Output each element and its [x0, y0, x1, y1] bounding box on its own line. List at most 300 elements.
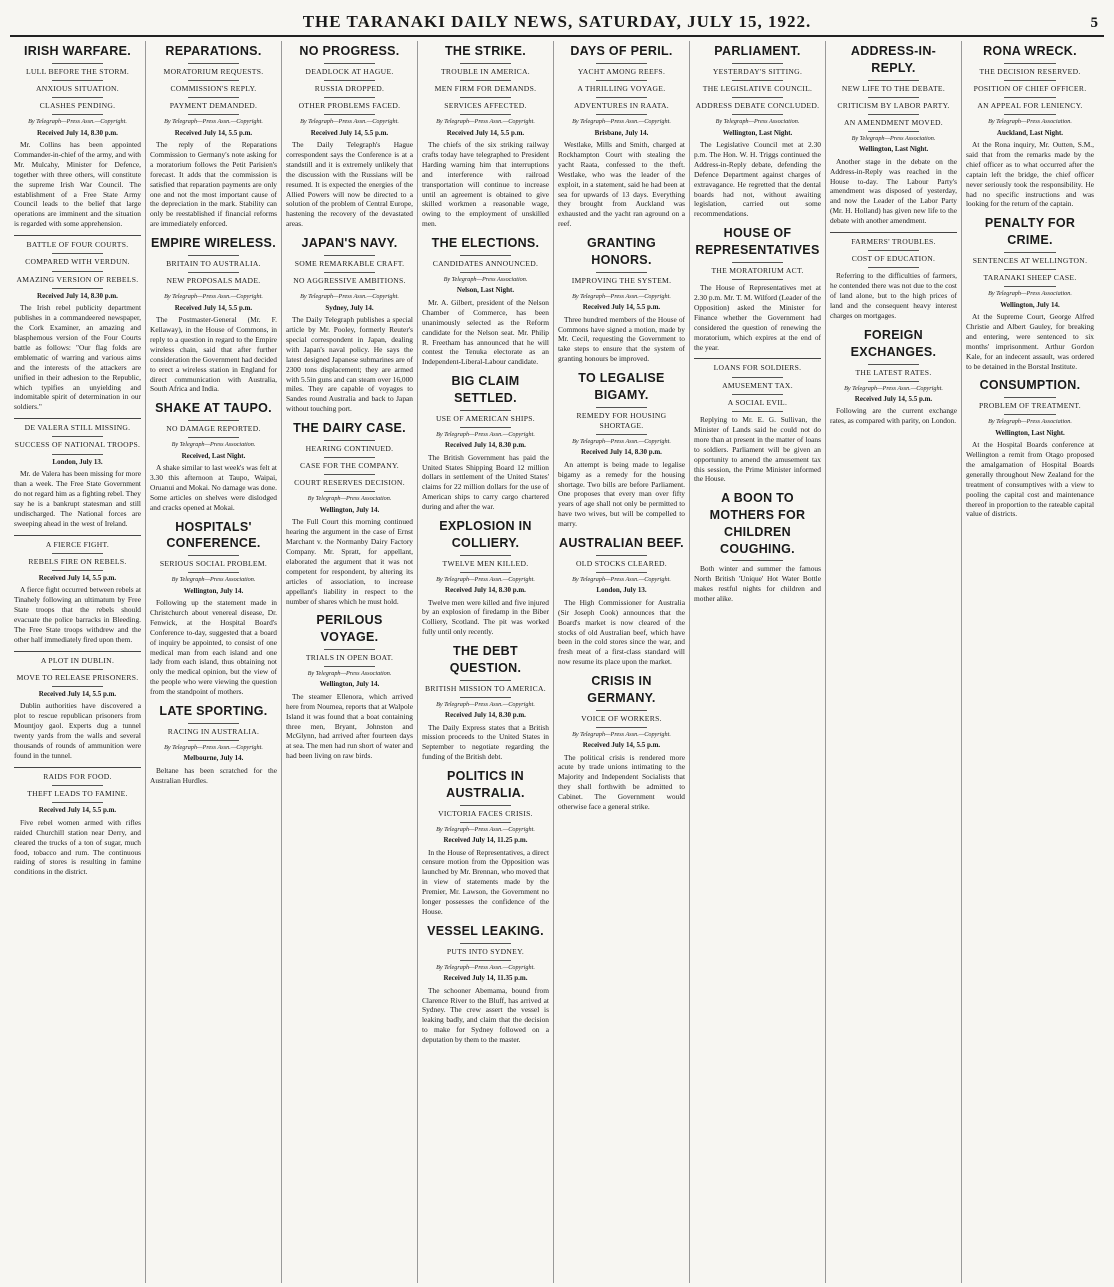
article-credit: By Telegraph—Press Assn.—Copyright. [164, 293, 263, 301]
article-headline: GRANTING HONORS. [586, 236, 657, 267]
article-body: The Daily Telegraph's Hague correspondent says the Conference is at a standstill and it is extremely unlikely that the discussion with the Russians will be resumed. It is expected the energies of the Allied Powers will now be directed to a solution of the problem of Central Europe, hastening the recovery of the devastated areas. [286, 139, 413, 229]
divider [732, 394, 783, 395]
article-body: Referring to the difficulties of farmers, he contended there was not due to the cost of land alone, but to the high prices of land and the consequent heavy interest charges on mortgages. [830, 271, 957, 321]
divider [732, 80, 783, 81]
page-number: 5 [1090, 15, 1098, 31]
column-6 [690, 41, 826, 1283]
divider [1004, 114, 1055, 115]
article-dateline: Received July 14, 5.5 p.m. [38, 690, 117, 699]
article-body: Replying to Mr. E. G. Sullivan, the Minister of Lands said he could not do more than at present in the matter of loans to soldiers. Parliament will be given an opportunity to amend the amusement tax this session, the Prime Minister informed the House. [694, 414, 821, 484]
article-credit: By Telegraph—Press Assn.—Copyright. [436, 825, 535, 833]
divider [732, 114, 783, 115]
article-dateline: Received July 14, 5.5 p.m. [310, 128, 389, 137]
divider [324, 649, 375, 650]
article-subheading: THEFT LEADS TO FAMINE. [27, 789, 128, 799]
article-dateline: Received July 14, 8.30 p.m. [37, 128, 118, 137]
divider [596, 572, 647, 573]
divider [1004, 80, 1055, 81]
article-subheading: BATTLE OF FOUR COURTS. [26, 240, 129, 250]
divider [52, 253, 103, 254]
article [286, 235, 413, 414]
article-subheading: REMEDY FOR HOUSING SHORTAGE. [576, 410, 667, 430]
article-dateline: Wellington, July 14. [1000, 300, 1060, 309]
article-credit: By Telegraph—Press Association. [171, 576, 256, 584]
divider [324, 255, 375, 256]
divider [596, 434, 647, 435]
article-subheading: THE DECISION RESERVED. [979, 66, 1081, 76]
article-dateline: Wellington, July 14. [319, 680, 380, 689]
divider [830, 232, 957, 233]
article-body: At the Supreme Court, George Alfred Christie and Albert Gauley, for breaking and entering, were sentenced to six months' imprisonment. Arthur Gordon Kale, for an indecent assault, was ordered to be detained in the Borstal Institute. [966, 311, 1094, 371]
article-subheading: COMPARED WITH VERDUN. [25, 257, 130, 267]
article-subheading: COST OF EDUCATION. [851, 254, 936, 264]
article-body: In the House of Representatives, a direct censure motion from the Opposition was launched by Mr. Brennan, who moved that in view of statements made by the Premier, Mr. Lawson, the Government no longer possesses the confidence of the House. [422, 847, 549, 917]
article-subheading: BRITISH MISSION TO AMERICA. [425, 683, 546, 693]
article-body: Twelve men were killed and five injured by an explosion of firedamp in the Biber Colliery, Scotland. The pit was worked fully until only recently. [422, 597, 549, 637]
article-credit: By Telegraph—Press Assn.—Copyright. [436, 575, 535, 583]
article-subheading: CASE FOR THE COMPANY. [300, 461, 399, 471]
article-headline: DAYS OF PERIL. [570, 44, 673, 58]
article-credit: By Telegraph—Press Assn.—Copyright. [436, 700, 535, 708]
article-dateline: Sydney, July 14. [325, 303, 374, 312]
article [694, 358, 821, 484]
divider [460, 255, 511, 256]
article [966, 215, 1094, 371]
divider [460, 805, 511, 806]
article-headline: EXPLOSION IN COLLIERY. [439, 519, 532, 550]
divider [52, 114, 103, 115]
article-body: Mr. de Valera has been missing for more than a week. The Free State Government do not regard him as a fighting rebel. They say he is a bankrupt statesman and still undischarged. The National forces are sweeping ahead in the west of Ireland. [14, 468, 141, 528]
divider [188, 97, 239, 98]
article-dateline: Wellington, Last Night. [722, 128, 793, 137]
article-subheading: MOVE TO RELEASE PRISONERS. [16, 672, 139, 682]
divider [188, 420, 239, 421]
article-body: Following are the current exchange rates, as compared with parity, on London. [830, 406, 957, 426]
article-dateline: Auckland, Last Night. [996, 128, 1064, 137]
divider [732, 279, 783, 280]
article-headline: BIG CLAIM SETTLED. [451, 374, 520, 406]
divider [188, 740, 239, 741]
article-subheading: TWELVE MEN KILLED. [442, 558, 529, 568]
article-subheading: NO DAMAGE REPORTED. [166, 424, 261, 434]
divider [460, 80, 511, 81]
article-headline: RONA WRECK. [983, 44, 1077, 58]
divider [1004, 414, 1055, 415]
article-body: Mr. Collins has been appointed Commander-in-chief of the army, and with Mr. Mulcahy, Minister for Defence, together with three others, will constitute the supreme Irish War Council. The establishment of a Free State Army Council leads to the belief that large operations are imminent and the situation is regarded with some apprehension. [14, 139, 141, 229]
article-credit: By Telegraph—Press Assn.—Copyright. [844, 384, 943, 392]
divider [596, 289, 647, 290]
divider [1004, 252, 1055, 253]
article-headline: FOREIGN EXCHANGES. [850, 328, 937, 359]
divider [596, 710, 647, 711]
article-headline: PENALTY FOR CRIME. [984, 216, 1076, 248]
article-dateline: Received July 14, 5.5 p.m. [38, 573, 117, 582]
article [558, 673, 685, 812]
divider [188, 572, 239, 573]
divider [324, 289, 375, 290]
divider [14, 235, 141, 236]
divider [52, 570, 103, 571]
article [150, 519, 277, 698]
article-headline: JAPAN'S NAVY. [301, 236, 398, 251]
column-4 [418, 41, 554, 1283]
divider [596, 407, 647, 408]
divider [732, 411, 783, 412]
article-credit: By Telegraph—Press Association. [171, 441, 256, 449]
divider [460, 114, 511, 115]
article-headline: TO LEGALISE BIGAMY. [578, 371, 665, 402]
article-dateline: Received July 14, 5.5 p.m. [854, 395, 933, 404]
article-subheading: YACHT AMONG REEFS. [577, 66, 666, 76]
divider [52, 63, 103, 64]
article-headline: ADDRESS-IN-REPLY. [850, 44, 937, 75]
article [694, 490, 821, 604]
divider [1004, 269, 1055, 270]
article-credit: By Telegraph—Press Assn.—Copyright. [436, 430, 535, 438]
article-headline: HOSPITALS' CONFERENCE. [166, 519, 261, 551]
article-subheading: COURT RESERVES DECISION. [294, 478, 405, 488]
article-dateline: Wellington, July 14. [319, 505, 380, 514]
article-headline: EMPIRE WIRELESS. [151, 236, 276, 251]
divider [694, 358, 821, 359]
divider [732, 97, 783, 98]
article [14, 43, 141, 229]
article-subheading: A FIERCE FIGHT. [45, 539, 110, 549]
article-subheading: A THRILLING VOYAGE. [577, 83, 666, 93]
divider [52, 271, 103, 272]
article-headline: REPARATIONS. [165, 44, 262, 58]
article-subheading: LOANS FOR SOLDIERS. [713, 363, 802, 373]
article-subheading: AN AMENDMENT MOVED. [843, 117, 943, 127]
article-body: The reply of the Reparations Commission to Germany's note asking for a moratorium follows the Petit Parisien's forecast. It adds that the commission is satisfied that reparation payments are only one and not the most important cause of the depreciation in the mark. Stability can only be reestablished if financial reforms are immediately enforced. [150, 139, 277, 229]
divider [460, 410, 511, 411]
article-subheading: VICTORIA FACES CRISIS. [438, 808, 533, 818]
article-subheading: YESTERDAY'S SITTING. [712, 66, 803, 76]
divider [732, 560, 783, 561]
divider [1004, 97, 1055, 98]
column-2 [146, 41, 282, 1283]
article-subheading: RACING IN AUSTRALIA. [167, 726, 260, 736]
divider [460, 272, 511, 273]
divider [868, 267, 919, 268]
article-subheading: LULL BEFORE THE STORM. [25, 66, 130, 76]
article-headline: THE STRIKE. [444, 44, 527, 58]
article-credit: By Telegraph—Press Assn.—Copyright. [436, 118, 535, 126]
article [422, 643, 549, 762]
article-body: The Daily Telegraph publishes a special article by Mr. Pooley, formerly Reuter's special correspondent in Japan, dealing with Japan's naval policy. He says the latest designed Japanese submarines are of 2300 tons displacement; they are armed with 5.5in guns and can steam over 16,000 miles. They are capable of voyages to Sandes round Australia and back to Japan without touching port. [286, 315, 413, 414]
article-body: Beltane has been scratched for the Australian Hurdles. [150, 765, 277, 785]
article-subheading: A SOCIAL EVIL. [727, 397, 788, 407]
divider [52, 436, 103, 437]
divider [324, 80, 375, 81]
article [422, 373, 549, 512]
divider [14, 651, 141, 652]
article-credit: By Telegraph—Press Assn.—Copyright. [572, 576, 671, 584]
divider [596, 555, 647, 556]
article-dateline: Wellington, Last Night. [858, 145, 929, 154]
divider [324, 666, 375, 667]
divider [596, 114, 647, 115]
divider [460, 555, 511, 556]
divider [188, 63, 239, 64]
divider [868, 250, 919, 251]
article-subheading: NO AGGRESSIVE AMBITIONS. [293, 276, 406, 286]
article-headline: HOUSE OF REPRESENTATIVES [695, 226, 820, 258]
article-body: The schooner Abemama, bound from Clarence River to the Bluff, has arrived at Sydney. The crew assert the vessel is leaking badly, and claim that the decision to make for Sydney followed on a deputation by them to the master. [422, 985, 549, 1045]
article-subheading: RAIDS FOR FOOD. [43, 772, 112, 782]
article [422, 235, 549, 367]
divider [460, 697, 511, 698]
divider [732, 377, 783, 378]
divider [324, 491, 375, 492]
article-headline: THE DAIRY CASE. [293, 421, 406, 436]
article-subheading: HEARING CONTINUED. [305, 443, 394, 453]
article-dateline: Melbourne, July 14. [183, 754, 244, 763]
article-subheading: NEW LIFE TO THE DEBATE. [841, 83, 946, 93]
article-subheading: BRITAIN TO AUSTRALIA. [166, 258, 261, 268]
divider [52, 80, 103, 81]
divider [324, 457, 375, 458]
article-subheading: MORATORIUM REQUESTS. [163, 66, 264, 76]
divider [52, 669, 103, 670]
article-dateline: Received July 14, 11.25 p.m. [443, 836, 528, 845]
article-body: The House of Representatives met at 2.30 p.m. Mr. T. M. Wilford (Leader of the Opposition) asked the Minister for Finance whether the Government had considered the question of renewing the moratorium, which expires at the end of the year. [694, 282, 821, 352]
article [966, 43, 1094, 209]
article-dateline: Received July 14, 5.5 p.m. [582, 741, 661, 750]
article-body: A shake similar to last week's was felt at 3.30 this afternoon at Taupo, Waipai, Oruanui and Mokai. No damage was done. Some articles on shelves were dislodged and cracks opened at Mokai. [150, 462, 277, 512]
article-subheading: AMUSEMENT TAX. [722, 380, 793, 390]
article-body: The High Commissioner for Australia (Sir Joseph Cook) announces that the Board's market is now cleared of the stocks of old Australian beef, which have been in the cold stores since the war, and fresh meat of a first-class standard will now resume its place upon the market. [558, 597, 685, 667]
article-dateline: Received July 14, 8.30 p.m. [445, 586, 526, 595]
article-headline: SHAKE AT TAUPO. [155, 401, 272, 416]
divider [460, 943, 511, 944]
article [694, 225, 821, 352]
article-body: Westlake, Mills and Smith, charged at Rockhampton Court with stealing the yacht Raata, confessed to the theft. Westlake, who was the leader of the exploit, in a statement, said he had been at sea for upwards of 13 days. Everything they brought from Auckland was exhausted and the yacht ran aground on a reef. [558, 139, 685, 229]
article-headline: LATE SPORTING. [159, 704, 268, 719]
article-subheading: SUCCESS OF NATIONAL TROOPS. [14, 440, 141, 450]
divider [460, 960, 511, 961]
divider [868, 364, 919, 365]
article-subheading: PUTS INTO SYDNEY. [446, 946, 525, 956]
article-subheading: ANXIOUS SITUATION. [35, 83, 120, 93]
article [422, 518, 549, 637]
article-subheading: DE VALERA STILL MISSING. [24, 423, 131, 433]
article-subheading: TROUBLE IN AMERICA. [440, 66, 531, 76]
article-subheading: AMAZING VERSION OF REBELS. [16, 274, 139, 284]
article-body: An attempt is being made to legalise bigamy as a remedy for the housing shortage. Two bills are before Parliament. One proposes that every man over fifty years of age shall not only be permitted to have two wives, but will be compelled to marry. [558, 459, 685, 529]
article-body: The Postmaster-General (Mr. F. Kellaway), in the House of Commons, in reply to a question in regard to the Empire wireless chain, said that after further consideration the Government had decided to erect a wireless station in England for direct communication with Australia, South Africa and India. [150, 315, 277, 394]
column-5 [554, 41, 690, 1283]
divider [188, 555, 239, 556]
divider [52, 288, 103, 289]
article-body: The Full Court this morning continued hearing the argument in the case of Ernst Marchant v. the Normanby Dairy Factory Company. Mr. Spratt, for appellant, elaborated the argument that it was not competent for respondent, by altering its articles of association, to increase appellant's liability in respect to the number of shares which he must hold. [286, 517, 413, 606]
article-subheading: ADVENTURES IN RAATA. [573, 101, 670, 111]
article-body: Three hundred members of the House of Commons have signed a motion, made by Mr. Cecil, requesting the Government to take steps to ensure that the system of granting honours be improved. [558, 314, 685, 364]
article-subheading: OTHER PROBLEMS FACED. [298, 101, 401, 111]
divider [460, 427, 511, 428]
article-dateline: Received July 14, 5.5 p.m. [174, 128, 253, 137]
column-1 [10, 41, 146, 1283]
article [830, 43, 957, 226]
article-body: The Legislative Council met at 2.30 p.m. The Hon. W. H. Triggs continued the Address-in-Reply debate, defending the Defence Department against charges of extravagance. He regretted that the dental boards had not, without awaiting legislation, carried out some recommendations. [694, 139, 821, 219]
newspaper-title: THE TARANAKI DAILY NEWS, SATURDAY, JULY 15, 1922. [302, 12, 812, 31]
article [966, 377, 1094, 519]
article-headline: CRISIS IN GERMANY. [587, 674, 656, 705]
article-credit: By Telegraph—Press Association. [443, 276, 528, 284]
article-body: Dublin authorities have discovered a plot to rescue republican prisoners from Mountjoy gaol. Experts dug a tunnel twenty yards from the walls and several thousands of rounds of ammunition were found in the tunnel. [14, 701, 141, 761]
article-dateline: Wellington, July 14. [183, 586, 244, 595]
article-credit: By Telegraph—Press Assn.—Copyright. [436, 963, 535, 971]
article-subheading: OLD STOCKS CLEARED. [576, 558, 667, 568]
divider [868, 114, 919, 115]
article-credit: By Telegraph—Press Assn.—Copyright. [572, 292, 671, 300]
article-credit: By Telegraph—Press Assn.—Copyright. [164, 118, 263, 126]
article [286, 43, 413, 229]
article [558, 370, 685, 529]
divider [188, 437, 239, 438]
article-headline: THE ELECTIONS. [431, 236, 540, 251]
article-dateline: Brisbane, July 14. [594, 128, 649, 137]
article-body: At the Hospital Boards conference at Wellington a remit from Otago proposed the amalgamation of Hospital Boards generally throughout New Zealand for the treatment of consumptives with a view to pooling the capital cost and maintenance thereof in proportion to the rateable capital value of districts. [966, 440, 1094, 519]
article-credit: By Telegraph—Press Assn.—Copyright. [300, 293, 399, 301]
divider [868, 381, 919, 382]
article-headline: THE DEBT QUESTION. [449, 644, 522, 675]
divider [188, 255, 239, 256]
article-subheading: CANDIDATES ANNOUNCED. [432, 258, 539, 268]
column-3 [282, 41, 418, 1283]
article-subheading: VOICE OF WORKERS. [581, 713, 662, 723]
article-dateline: Received July 14, 8.30 p.m. [445, 711, 526, 720]
divider [14, 418, 141, 419]
divider [52, 553, 103, 554]
divider [188, 289, 239, 290]
divider [596, 63, 647, 64]
article-headline: POLITICS IN AUSTRALIA. [446, 769, 525, 800]
article [422, 923, 549, 1045]
article-subheading: DEADLOCK AT HAGUE. [305, 66, 394, 76]
article-credit: By Telegraph—Press Assn.—Copyright. [28, 118, 127, 126]
divider [460, 680, 511, 681]
article-credit: By Telegraph—Press Association. [851, 135, 936, 143]
article-subheading: SENTENCES AT WELLINGTON. [972, 255, 1088, 265]
article [150, 400, 277, 512]
column-8 [962, 41, 1098, 1283]
article [830, 327, 957, 426]
article-body: Another stage in the debate on the Address-in-Reply was reached in the House to-day. The Labour Party's amendment was disposed of yesterday, and now the Leader of the Labor Party (Mr. H. Holland) has given new life to the debate with another amendment. [830, 156, 957, 226]
article-credit: By Telegraph—Press Assn.—Copyright. [164, 744, 263, 752]
masthead [10, 8, 1104, 37]
article-dateline: Nelson, Last Night. [456, 286, 515, 295]
article-headline: A BOON TO MOTHERS FOR CHILDREN COUGHING. [709, 491, 806, 556]
article-subheading: SOME REMARKABLE CRAFT. [294, 258, 405, 268]
article-dateline: Received, Last Night. [181, 451, 246, 460]
article-subheading: CRITICISM BY LABOR PARTY. [837, 100, 950, 110]
article [14, 535, 141, 645]
article [286, 420, 413, 606]
divider [460, 63, 511, 64]
article [422, 768, 549, 917]
divider [460, 572, 511, 573]
article-credit: By Telegraph—Press Assn.—Copyright. [300, 118, 399, 126]
article [558, 235, 685, 364]
article-subheading: THE MORATORIUM ACT. [711, 265, 804, 275]
article-subheading: NEW PROPOSALS MADE. [166, 276, 261, 286]
article-body: At the Rona inquiry, Mr. Outten, S.M., said that from the remarks made by the chief officer as to what occurred after the captain left the bridge, the chief officer never seriously took the responsibility. He had no specific instructions and was looking for the return of the captain. [966, 139, 1094, 209]
article-body: Five rebel women armed with rifles raided Churchill station near Derry, and cleared the trucks of a ton of sugar, much food, tobacco and rum. The continuous raiding of stores is resulting in famine conditions in the district. [14, 817, 141, 877]
article-body: Both winter and summer the famous North British 'Unique' Hot Water Bottle makes restful nights for children and mother alike. [694, 564, 821, 604]
divider [596, 727, 647, 728]
article-subheading: POSITION OF CHIEF OFFICER. [973, 83, 1087, 93]
article-dateline: London, July 13. [596, 586, 647, 595]
article-dateline: Received July 14, 5.5 p.m. [446, 128, 525, 137]
article-subheading: PROBLEM OF TREATMENT. [978, 401, 1081, 411]
article-dateline: Received July 14, 5.5 p.m. [582, 303, 661, 312]
article-body: The Irish rebel publicity department publishes in a commandeered newspaper, the Cork Examiner, an amazing and blasphemous version of the Four Courts battle as follows: "Our flag folds are emblematic of warring and various aims and the interests of the attackers are unified in their adhesion to the Republic, which typifies an unyielding and indomitable spirit of determination in our soldiers." [14, 303, 141, 412]
article [150, 235, 277, 394]
article-dateline: Wellington, Last Night. [995, 428, 1065, 437]
article-body: A fierce fight occurred between rebels at Tinahely following an ultimatum by Free State troops that the rebels should evacuate the police barracks in Bleeding. The Free State troops withdrew and the other half immediately fired upon them. [14, 585, 141, 644]
article-subheading: PAYMENT DEMANDED. [169, 101, 258, 111]
article [286, 612, 413, 761]
article-credit: By Telegraph—Press Association. [715, 118, 800, 126]
divider [868, 131, 919, 132]
article-subheading: SERVICES AFFECTED. [444, 101, 527, 111]
article-dateline: Received July 14, 11.35 p.m. [443, 974, 528, 983]
article-headline: PARLIAMENT. [714, 44, 801, 58]
article-headline: VESSEL LEAKING. [427, 924, 544, 939]
article-subheading: IMPROVING THE SYSTEM. [571, 275, 672, 285]
article-subheading: SERIOUS SOCIAL PROBLEM. [159, 559, 268, 569]
article [694, 43, 821, 219]
divider [14, 535, 141, 536]
divider [52, 97, 103, 98]
divider [52, 785, 103, 786]
divider [596, 272, 647, 273]
divider [868, 80, 919, 81]
divider [324, 474, 375, 475]
divider [188, 80, 239, 81]
divider [52, 454, 103, 455]
article-dateline: Received July 14, 5.5 p.m. [38, 806, 117, 815]
article-credit: By Telegraph—Press Assn.—Copyright. [572, 730, 671, 738]
article-subheading: CLASHES PENDING. [39, 101, 116, 111]
article-credit: By Telegraph—Press Association. [307, 495, 392, 503]
divider [1004, 63, 1055, 64]
divider [52, 802, 103, 803]
article-headline: AUSTRALIAN BEEF. [559, 536, 684, 551]
divider [188, 272, 239, 273]
article-body: The chiefs of the six striking railway crafts today have telegraphed to President Harding warning him that interruptions and interference with railroad transportation will continue to increase until an agreement is obtained to give skilled workmen a reasonable wage, owing to the employment of unskilled men. [422, 139, 549, 229]
column-7 [826, 41, 962, 1283]
article [14, 651, 141, 761]
article-subheading: REBELS FIRE ON REBELS. [28, 556, 127, 566]
article-body: Mr. A. Gilbert, president of the Nelson Chamber of Commerce, has been unanimously selected as the Reform candidate for the Nelson seat. Mr. Philip R. Freetham has announced that he will contest the Tenuka electorate as an Independent-Liberal-Labour candidate. [422, 297, 549, 367]
article-subheading: THE LEGISLATIVE COUNCIL. [702, 83, 813, 93]
divider [732, 63, 783, 64]
divider [188, 723, 239, 724]
article-subheading: FARMERS' TROUBLES. [851, 237, 936, 247]
article-credit: By Telegraph—Press Association. [988, 118, 1072, 126]
divider [732, 262, 783, 263]
article-subheading: THE LATEST RATES. [855, 367, 932, 377]
article [14, 767, 141, 877]
article-subheading: ADDRESS DEBATE CONCLUDED. [695, 101, 820, 111]
divider [324, 114, 375, 115]
article-body: The Daily Express states that a British mission proceeds to the United States in September to negotiate regarding the funding of the British debt. [422, 722, 549, 762]
divider [52, 686, 103, 687]
article-dateline: Received July 14, 8.30 p.m. [581, 448, 662, 457]
article-dateline: Received July 14, 8.30 p.m. [445, 441, 526, 450]
